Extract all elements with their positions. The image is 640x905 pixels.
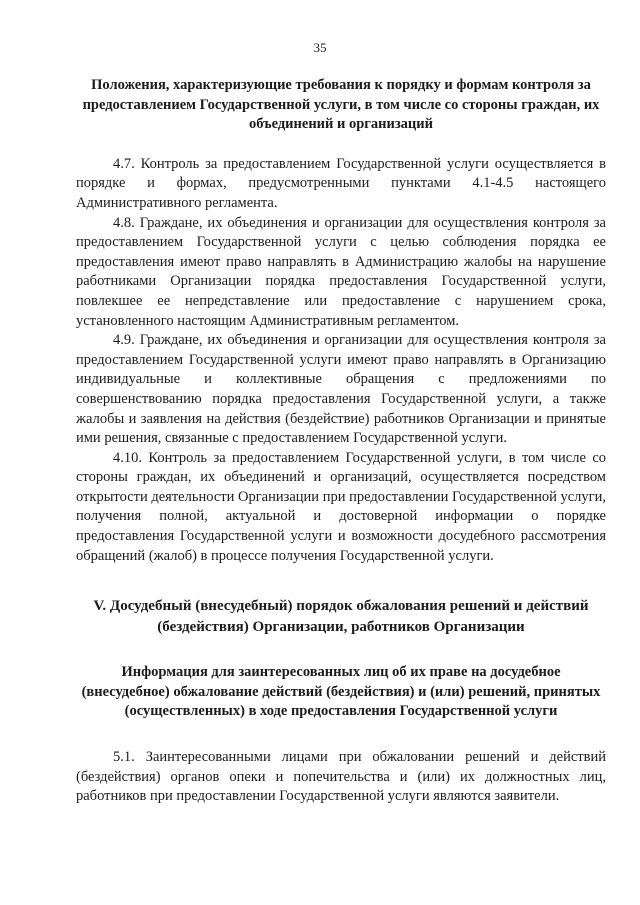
paragraph-4-7: 4.7. Контроль за предоставлением Государственной услуги осуществляется в порядке и формах, предусмотренными пунктами 4.1-4.5 настоящего Административного регламента. [76,155,606,211]
chapter-heading-v: V. Досудебный (внесудебный) порядок обжалования решений и действий (бездействия) Организации, работников Организации [93,598,589,635]
page-number: 35 [313,40,327,55]
paragraph-4-10: 4.10. Контроль за предоставлением Государственной услуги, в том числе со стороны граждан, их объединений и организаций, осуществляется посредством открытости деятельности Организации при предоставлении Государственной услуги, получения полной, актуальной и достоверной информации о порядке предоставления Государственной услуги и возможности досудебного рассмотрения обращений (жалоб) в процессе получения Государственной услуги. [76,449,606,564]
paragraph-4-9: 4.9. Граждане, их объединения и организации для осуществления контроля за предоставлением Государственной услуги имеют право направлять в Организацию индивидуальные и коллективные обращения с предложениями по совершенствованию порядка предоставления Государственной услуги, а также жалобы и заявления на действия (бездействие) работников Организации и принятые ими решения, связанные с предоставлением Государственной услуги. [76,332,606,447]
paragraph-4-8: 4.8. Граждане, их объединения и организации для осуществления контроля за предоставлением Государственной услуги с целью соблюдения порядка ее предоставления имеют право направлять в Администрацию жалобы на нарушение работниками Организации порядка предоставления Государственной услуги, повлекшее ее непредставление или предоставление с нарушением срока, установленного настоящим Административным регламентом. [76,214,606,329]
section-heading-control: Положения, характеризующие требования к порядку и формам контроля за предоставлением Государственной услуги, в том числе со стороны граждан, их объединений и организаций [82,77,600,133]
page-content [76,76,606,807]
section-heading-appeal-info: Информация для заинтересованных лиц об их праве на досудебное (внесудебное) обжалование действий (бездействия) и (или) решений, принятых (осуществленных) в ходе предоставления Государственной услуги [81,664,601,720]
paragraph-5-1: 5.1. Заинтересованными лицами при обжаловании решений и действий (бездействия) органов опеки и попечительства и (или) их должностных лиц, работников при предоставлении Государственной услуги являются заявители. [76,749,606,805]
